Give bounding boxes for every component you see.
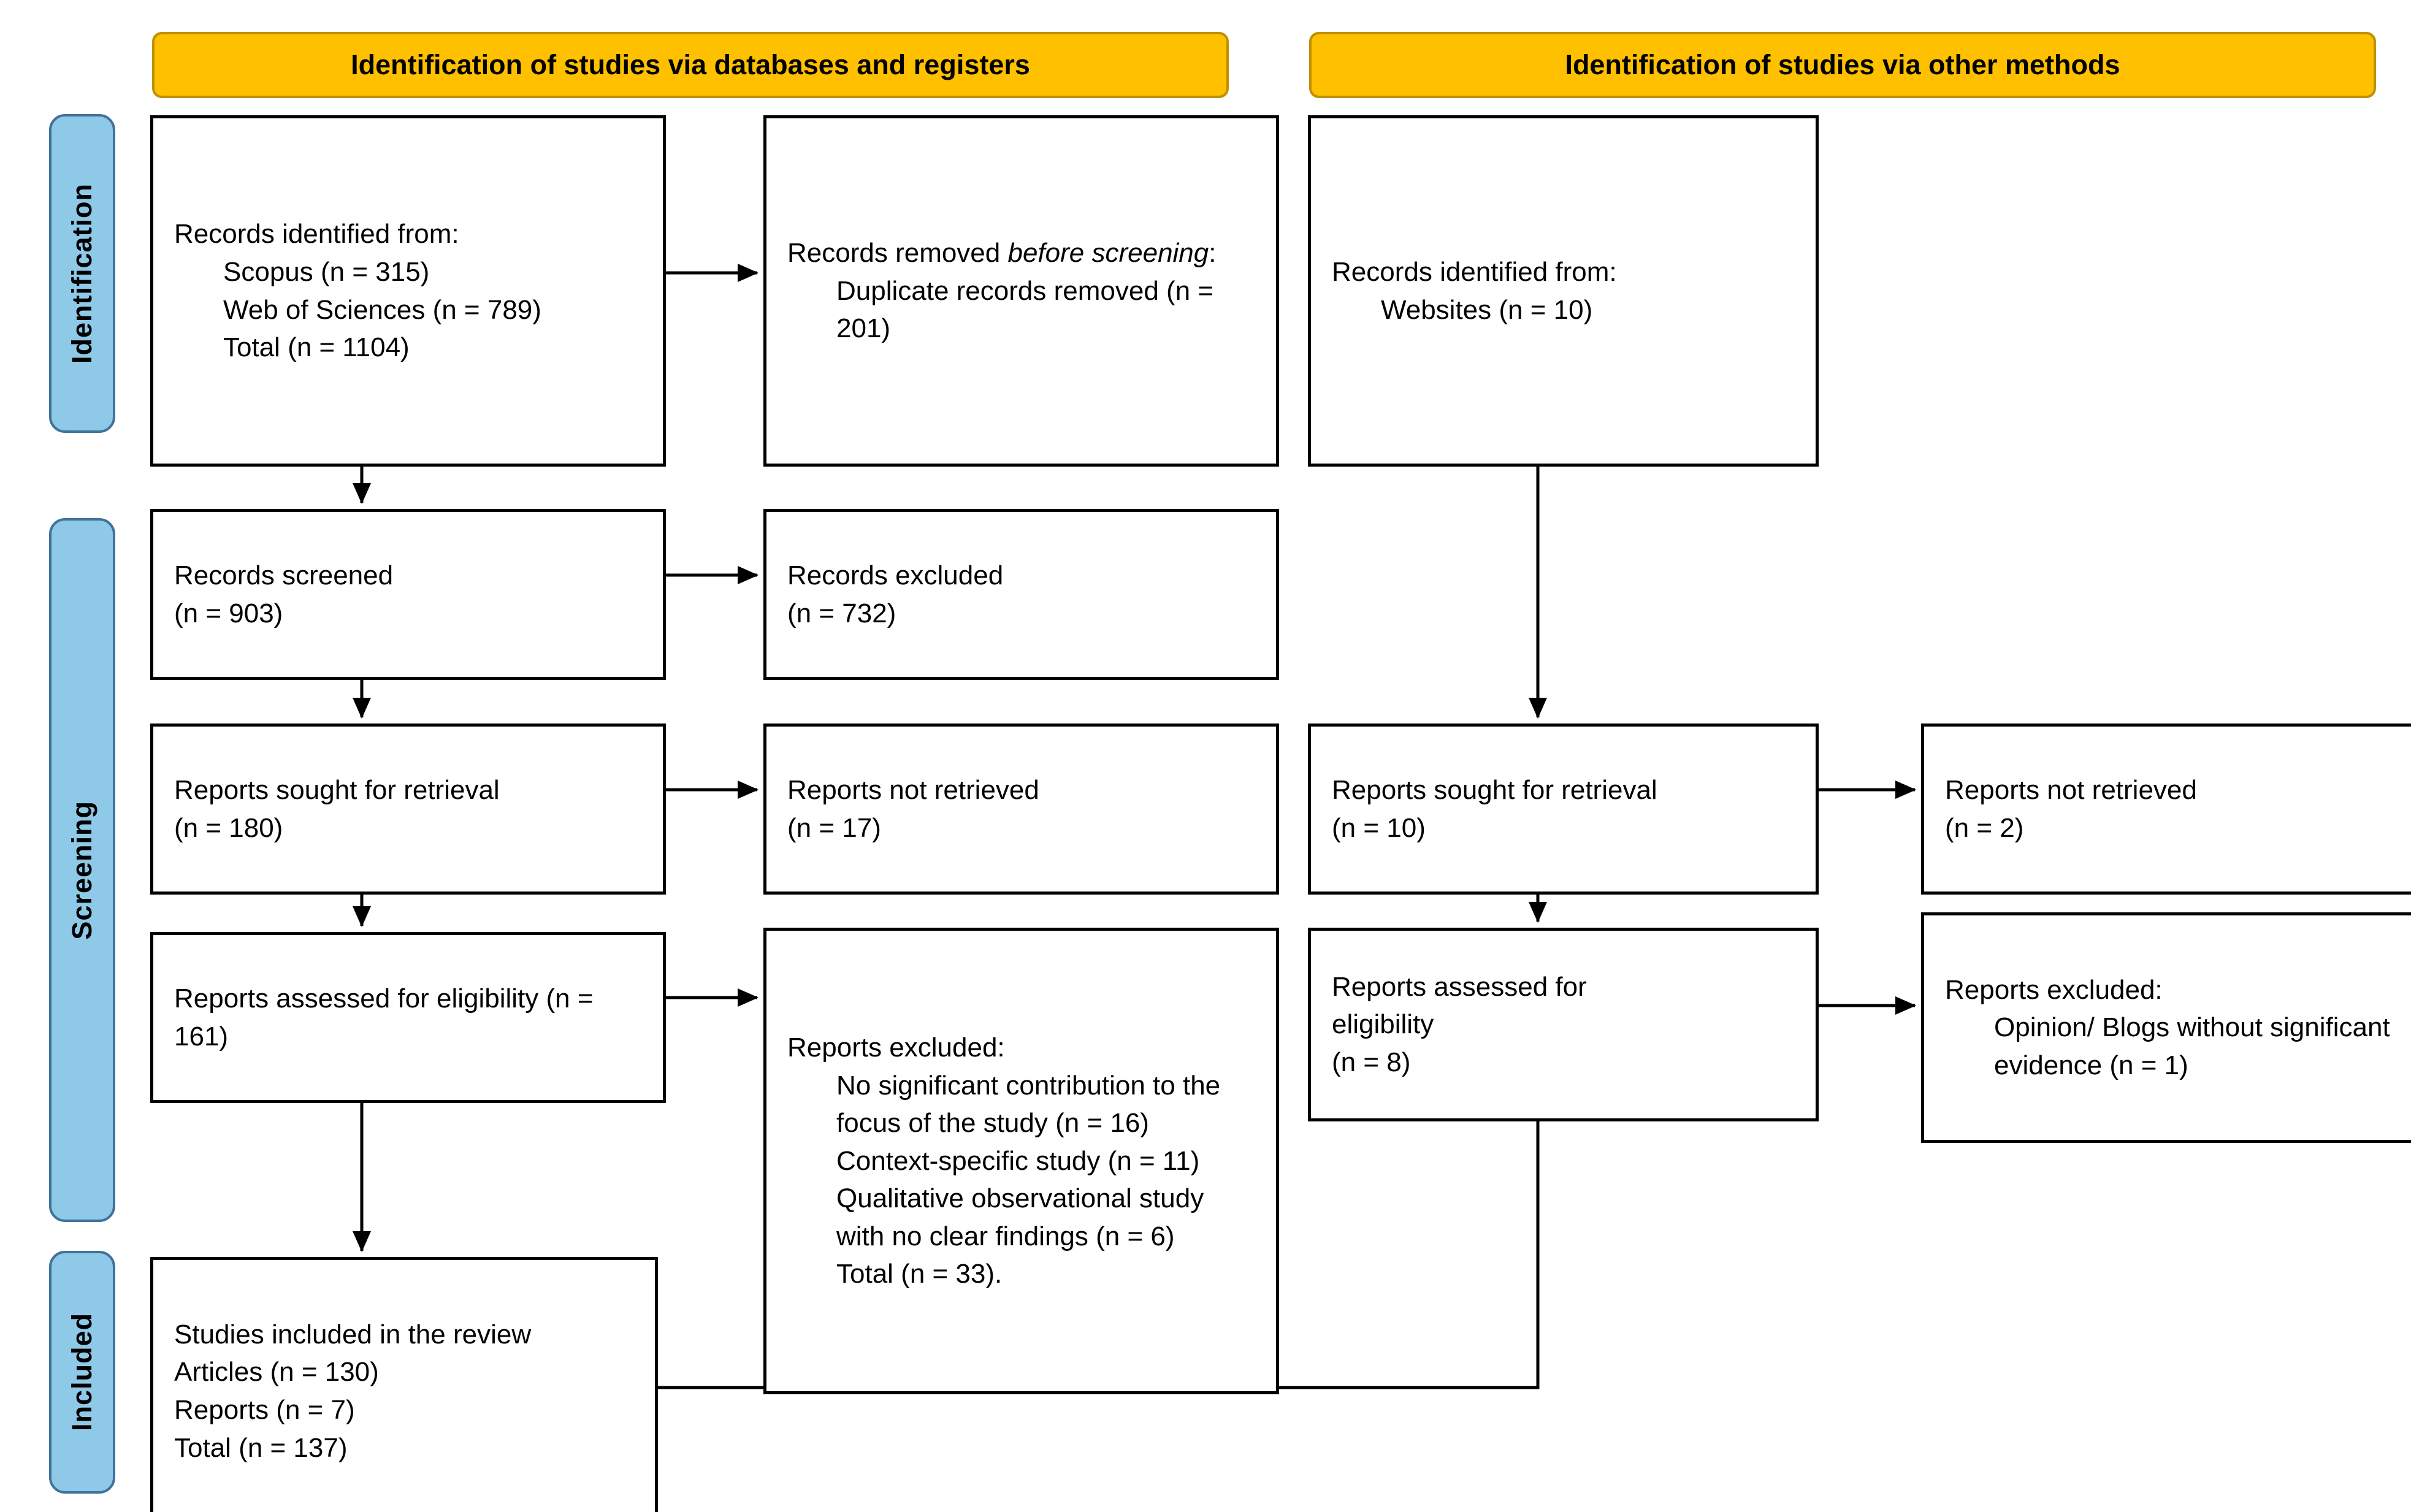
box-text [174,557,642,632]
box-items [787,1067,1255,1294]
text-line: Duplicate records removed (n = 201) [836,275,1214,344]
text-line: Records excluded [787,560,1004,590]
title-prefix: Records removed [787,238,1008,269]
text-line: Qualitative observational study with no clear findings (n = 6) [836,1183,1204,1251]
title-suffix: : [1209,238,1217,269]
box-other-reports-not-retrieved [1921,724,2411,895]
box-other-reports-sought [1308,724,1819,895]
text-line: (n = 10) [1332,812,1426,843]
box-items [787,272,1255,348]
box-db-reports-assessed [150,932,666,1103]
text-line: Records screened [174,560,394,590]
box-items [174,253,642,367]
title-italic: before screening [1007,238,1209,269]
text-line: Reports assessed for [1332,971,1587,1002]
header-other-methods [1309,32,2376,98]
box-db-reports-excluded [763,928,1279,1394]
text-line: (n = 8) [1332,1047,1411,1077]
text-line: Scopus (n = 315) [223,256,430,287]
box-included-studies [150,1257,658,1512]
box-text [787,771,1255,847]
header-databases-label: Identification of studies via databases and registers [351,49,1030,80]
text-line: (n = 732) [787,598,896,628]
text-line: Total (n = 1104) [223,332,410,363]
box-text [1332,968,1795,1082]
text-line: Reports assessed for eligibility (n = 161) [174,983,594,1052]
text-line: (n = 180) [174,812,283,843]
box-items [1332,291,1795,329]
box-title: Records identified from: [174,219,459,250]
stage-identification-label: Identification [66,183,97,364]
stage-screening-label: Screening [66,800,97,940]
text-line: (n = 2) [1945,812,2024,843]
text-line: (n = 903) [174,598,283,628]
stage-included [49,1251,115,1494]
box-db-records-screened [150,509,666,680]
box-title: Reports excluded: [787,1032,1005,1063]
text-line: Reports not retrieved [1945,774,2197,805]
text-line: Reports sought for retrieval [1332,774,1657,805]
text-line: Context-specific study (n = 11) [836,1145,1200,1176]
box-other-reports-excluded [1921,912,2411,1143]
header-other-methods-label: Identification of studies via other methods [1565,49,2120,80]
box-text [1332,771,1795,847]
text-line: Reports sought for retrieval [174,774,500,805]
box-text [174,771,642,847]
text-line: Websites (n = 10) [1381,294,1593,325]
box-db-reports-sought [150,724,666,895]
text-line: (n = 17) [787,812,881,843]
box-db-records-identified [150,115,666,467]
text-line: Studies included in the review [174,1319,532,1350]
box-db-records-excluded [763,509,1279,680]
text-line: Total (n = 137) [174,1432,348,1463]
text-line: Total (n = 33). [836,1259,1003,1289]
box-items [1945,1009,2408,1084]
box-text [787,557,1255,632]
box-title: Records identified from: [1332,256,1617,287]
box-title: Reports excluded: [1945,974,2163,1005]
box-text [174,980,642,1055]
text-line: No significant contribution to the focus of the study (n = 16) [836,1070,1221,1139]
stage-identification [49,114,115,433]
text-line: Reports not retrieved [787,774,1039,805]
box-other-reports-assessed [1308,928,1819,1121]
box-text [174,1316,634,1467]
box-title [787,234,1255,272]
text-line: eligibility [1332,1009,1434,1040]
box-db-reports-not-retrieved [763,724,1279,895]
text-line: Articles (n = 130) [174,1357,379,1388]
text-line: Opinion/ Blogs without significant evidence (n = 1) [1994,1012,2390,1080]
box-other-records-identified [1308,115,1819,467]
stage-included-label: Included [66,1313,97,1432]
box-db-records-removed [763,115,1279,467]
box-text [1945,771,2408,847]
text-line: Web of Sciences (n = 789) [223,294,541,325]
text-line: Reports (n = 7) [174,1395,355,1425]
stage-screening [49,518,115,1222]
header-databases-registers [152,32,1229,98]
